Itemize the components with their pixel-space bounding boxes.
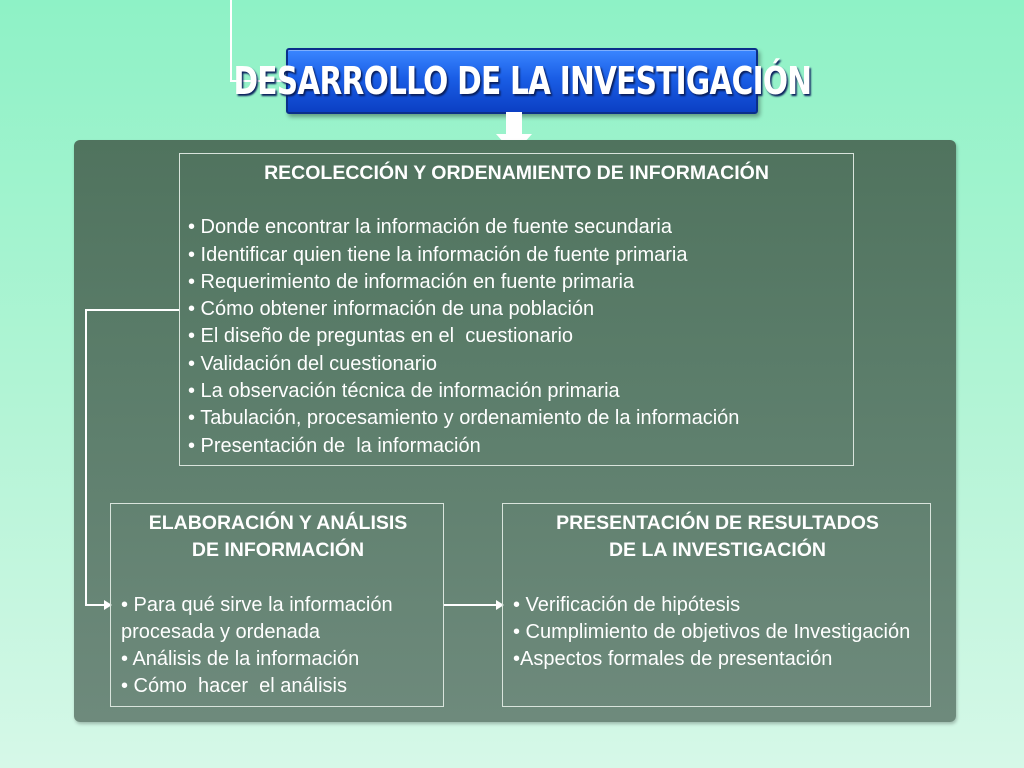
box-heading-line2: DE LA INVESTIGACIÓN [608, 539, 827, 562]
list-item: • Cómo hacer el análisis [121, 675, 347, 698]
list-item: • Cumplimiento de objetivos de Investigación [513, 620, 911, 643]
box-recoleccion [179, 153, 854, 466]
list-item: • Identificar quien tiene la información de fuente primaria [188, 243, 688, 266]
list-item: • Donde encontrar la información de fuente secundaria [188, 216, 672, 239]
list-item: • Verificación de hipótesis [513, 593, 741, 616]
box-heading-line2: DE INFORMACIÓN [191, 539, 365, 562]
list-item: • Validación del cuestionario [188, 352, 438, 375]
list-item: • Tabulación, procesamiento y ordenamiento de la información [188, 407, 740, 430]
box-presentacion [502, 503, 931, 707]
box-heading: RECOLECCIÓN Y ORDENAMIENTO DE INFORMACIÓN [264, 162, 769, 184]
page-title: DESARROLLO DE LA INVESTIGACIÓN [233, 59, 811, 103]
list-item: • Análisis de la información [121, 648, 360, 671]
box-elaboracion [110, 503, 444, 707]
list-item: • Cómo obtener información de una población [188, 298, 595, 321]
list-item: •Aspectos formales de presentación [513, 648, 833, 671]
title-banner [233, 48, 811, 114]
list-item: • Presentación de la información [188, 434, 481, 457]
list-item: • La observación técnica de información primaria [188, 380, 620, 403]
list-item: • El diseño de preguntas en el cuestionario [188, 325, 574, 348]
list-item: • Requerimiento de información en fuente primaria [188, 270, 635, 293]
box-heading-line1: ELABORACIÓN Y ANÁLISIS [148, 512, 408, 534]
box-heading-line1: PRESENTACIÓN DE RESULTADOS [556, 512, 879, 534]
list-item: • Para qué sirve la información procesada y ordenada [121, 593, 399, 643]
